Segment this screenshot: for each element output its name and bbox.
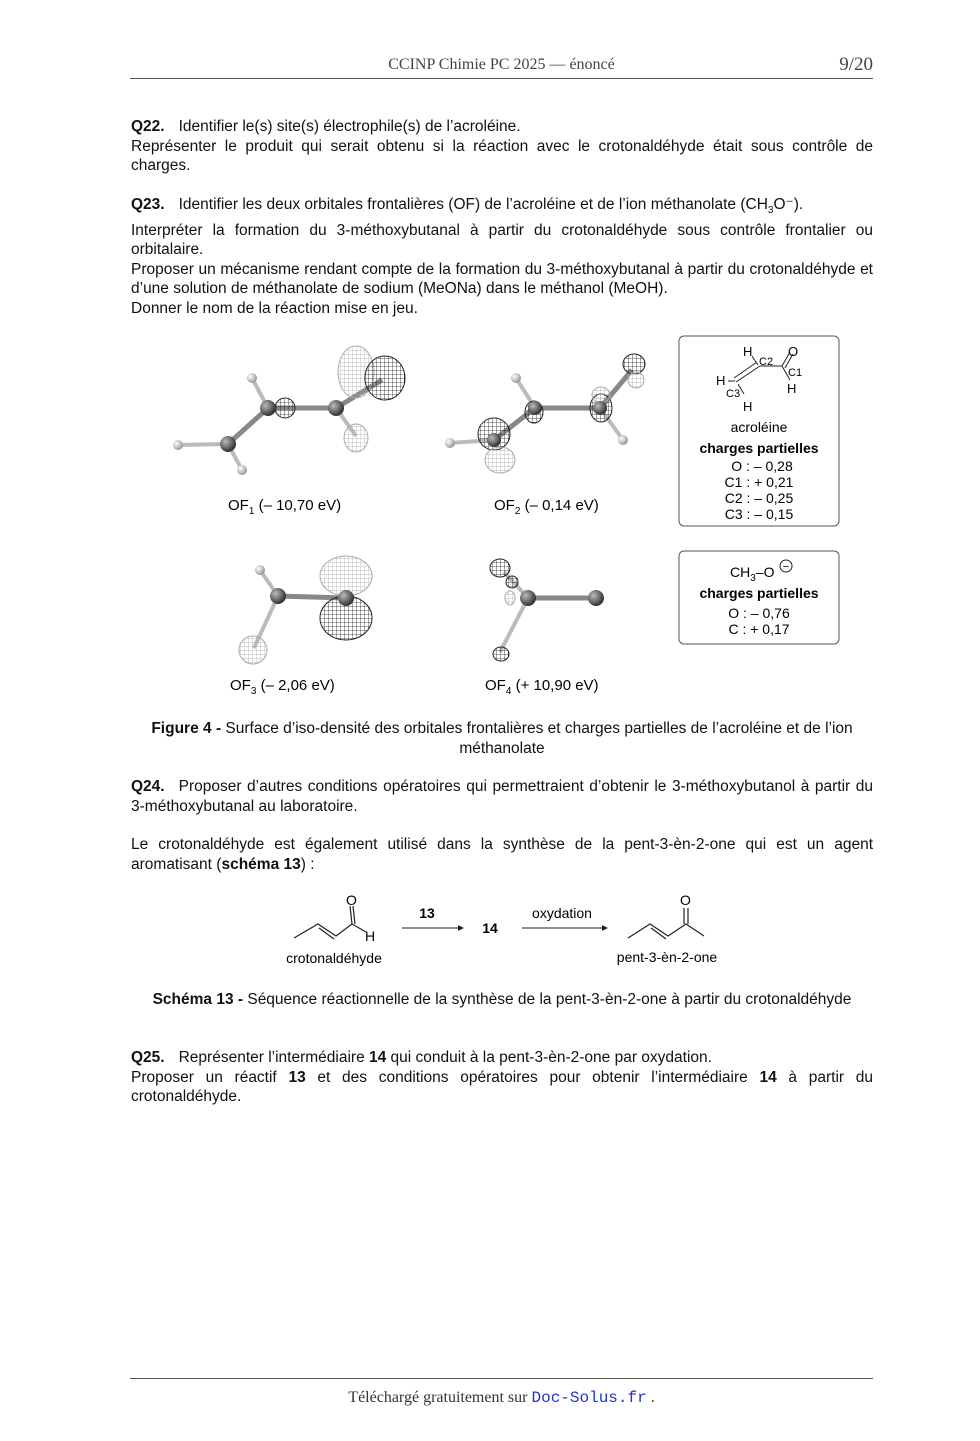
svg-text:C2: C2 — [759, 356, 774, 368]
acroleine-name: acroléine — [730, 419, 788, 435]
charge-sign: − — [782, 561, 790, 573]
intro-schema-13: Le crotonaldéhyde est également utilisé dans la synthèse de la pent-3-èn-2-one qui est un agent aromatisant (schéma 13) : — [131, 836, 873, 873]
q24-number: Q24. — [131, 778, 165, 795]
page-footer: Téléchargé gratuitement sur Doc-Solus.fr . — [130, 1378, 873, 1379]
figure-4-caption: Figure 4 - Surface d’iso-densité des orbitales frontalières et charges partielles de l’acroléine et de l’ion méthanolate — [151, 720, 853, 757]
acroleine-charges-title: charges partielles — [699, 440, 819, 456]
doc-solus-link[interactable]: Doc-Solus.fr — [531, 1389, 647, 1407]
of1-molecule-drawing — [173, 346, 405, 475]
of3-label: $OF_3$ (– 2,06 eV) — [230, 677, 335, 697]
svg-text:H: H — [716, 373, 726, 388]
svg-text:H: H — [787, 381, 797, 396]
acroleine-info-box — [679, 336, 839, 526]
page-number: 9/20 — [839, 54, 873, 75]
schema-13 — [270, 890, 730, 970]
q23-line2: Interpréter la formation du 3-méthoxybutanal à partir du crotonaldéhyde sous contrôle frontalier ou orbitalaire. — [131, 221, 873, 259]
intermediate-14-label: 14 — [482, 920, 498, 936]
o-left-label: O — [346, 892, 357, 908]
reagent-13-label: 13 — [419, 905, 435, 921]
of1-label: $OF_1$ (– 10,70 eV) — [228, 497, 342, 517]
methanolate-charges-title: charges partielles — [699, 585, 819, 601]
page-header — [130, 52, 873, 79]
svg-text:H: H — [743, 399, 753, 414]
q23-number: Q23. — [131, 196, 165, 213]
o-right-label: O — [680, 892, 691, 908]
q23-line1: Q23. Identifier les deux orbitales frontalières (OF) de l’acroléine et de l’ion méthanolate $(CH_3O^-)$. — [131, 196, 804, 217]
of2-label: $OF_2$ (– 0,14 eV) — [494, 497, 599, 517]
acroleine-charge-c3: C3 : – 0,15 — [724, 506, 794, 522]
question-23 — [131, 195, 873, 318]
q22-number: Q22. — [131, 118, 165, 135]
q25-line2: Proposer un réactif 13 et des conditions opératoires pour obtenir l’intermédiaire 14 à partir du crotonaldéhyde. — [131, 1068, 873, 1105]
svg-text:H: H — [743, 344, 753, 359]
q24-text: Proposer d’autres conditions opératoires qui permettraient d’obtenir le 3-méthoxybutanol à partir du 3-méthoxybutanal au laboratoire. — [131, 778, 873, 815]
pentenone-label: pent-3-èn-2-one — [616, 949, 718, 965]
acroleine-charge-c1: C1 : + 0,21 — [724, 474, 794, 490]
q22-line2: Représenter le produit qui serait obtenu si la réaction avec le crotonaldéhyde était sous contrôle de charges. — [131, 137, 873, 174]
q23-line4: Donner le nom de la réaction mise en jeu. — [131, 299, 418, 317]
of4-label: $OF_4$ (+ 10,90 eV) — [485, 677, 599, 697]
crotonaldehyde-label: crotonaldéhyde — [286, 950, 382, 966]
question-24 — [131, 777, 873, 816]
q25-line1: Q25. Représenter l’intermédiaire 14 qui conduit à la pent-3-èn-2-one par oxydation. — [131, 1049, 712, 1066]
methanolate-formula: $CH_3-O$ — [730, 564, 775, 584]
acroleine-charge-o: O : – 0,28 — [731, 458, 793, 474]
schema-13-caption: Schéma 13 - Séquence réactionnelle de la synthèse de la pent-3-èn-2-one à partir du crotonaldéhyde — [152, 991, 852, 1008]
methanolate-info-box — [679, 551, 839, 644]
q22-line1: Q22. Identifier le(s) site(s) électrophile(s) de l’acroléine. — [131, 118, 521, 135]
oxydation-label: oxydation — [532, 905, 592, 921]
of4-molecule-drawing — [490, 559, 604, 661]
svg-text:C3: C3 — [726, 388, 741, 400]
acroleine-charge-c2: C2 : – 0,25 — [724, 490, 794, 506]
svg-text:O: O — [788, 344, 799, 359]
of3-molecule-drawing — [239, 556, 372, 664]
question-22 — [131, 117, 873, 176]
q23-line3: Proposer un mécanisme rendant compte de la formation du 3-méthoxybutanal à partir du crotonaldéhyde et d’une solution de méthanolate de sodium (MeONa) dans le méthanol (MeOH). — [131, 260, 873, 298]
figure-4 — [160, 330, 860, 710]
question-25 — [131, 1048, 873, 1107]
methanolate-charge-c: C : + 0,17 — [728, 621, 790, 637]
header-title: CCINP Chimie PC 2025 — énoncé — [388, 56, 615, 73]
of2-molecule-drawing — [445, 354, 645, 473]
q25-number: Q25. — [131, 1049, 165, 1066]
h-left-label: H — [365, 928, 376, 944]
svg-text:C1: C1 — [788, 367, 803, 379]
methanolate-charge-o: O : – 0,76 — [728, 605, 790, 621]
